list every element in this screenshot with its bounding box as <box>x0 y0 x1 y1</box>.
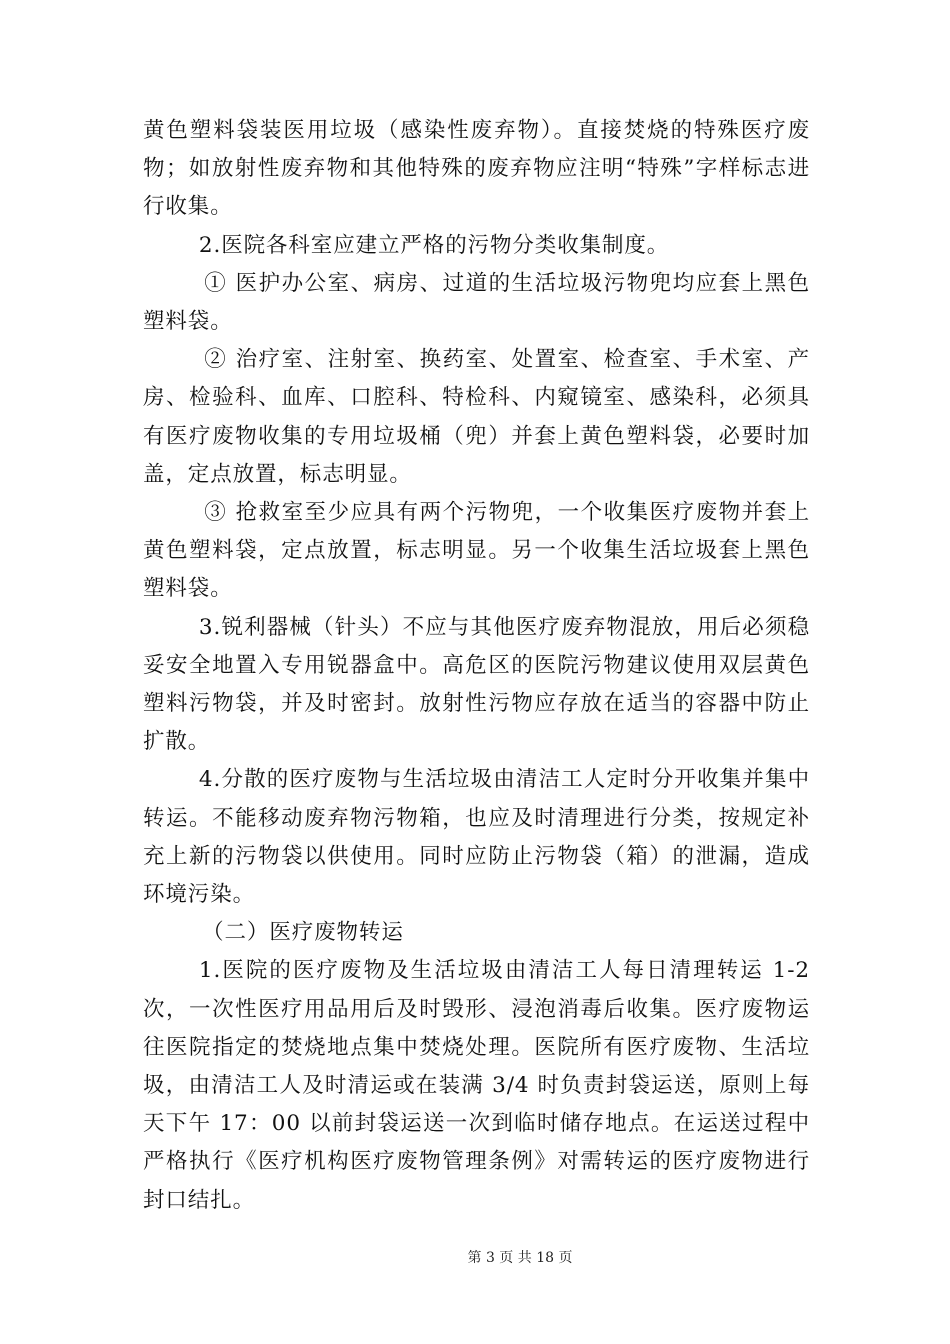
paragraph-subitem-3: ③ 抢救室至少应具有两个污物兜，一个收集医疗废物并套上黄色塑料袋，定点放置，标志明显。另一个收集生活垃圾套上黑色塑料袋。 <box>143 500 810 602</box>
paragraph-item-3: 3.锐利器械（针头）不应与其他医疗废弃物混放，用后必须稳妥安全地置入专用锐器盒中。高危区的医院污物建议使用双层黄色塑料污物袋，并及时密封。放射性污物应存放在适当的容器中防止扩散。 <box>143 614 810 755</box>
paragraph-subitem-1: ① 医护办公室、病房、过道的生活垃圾污物兜均应套上黑色塑料袋。 <box>143 270 810 335</box>
paragraph-item-2: 2.医院各科室应建立严格的污物分类收集制度。 <box>198 232 670 258</box>
document-body <box>143 112 818 1220</box>
paragraph-item-4: 4.分散的医疗废物与生活垃圾由清洁工人定时分开收集并集中转运。不能移动废弃物污物箱，也应及时清理进行分类，按规定补充上新的污物袋以供使用。同时应防止污物袋（箱）的泄漏，造成环境污染。 <box>143 767 810 908</box>
section-heading: （二）医疗废物转运 <box>202 920 404 946</box>
page-footer: 第 3 页 共 18 页 <box>467 1250 573 1266</box>
paragraph-continuation: 黄色塑料袋装医用垃圾（感染性废弃物）。直接焚烧的特殊医疗废物；如放射性废弃物和其他特殊的废弃物应注明“特殊”字样标志进行收集。 <box>143 118 810 220</box>
paragraph-transfer-1: 1.医院的医疗废物及生活垃圾由清洁工人每日清理转运 1-2 次，一次性医疗用品用后及时毁形、浸泡消毒后收集。医疗废物运往医院指定的焚烧地点集中焚烧处理。医院所有医疗废物、生活垃圾，由清洁工人及时清运或在装满 3/4 时负责封袋运送，原则上每天下午 17：00 以前封袋运送一次到临时储存地点。在运送过程中严格执行《医疗机构医疗废物管理条例》对需转运的医疗废物进行封口结扎。 <box>143 958 818 1213</box>
paragraph-subitem-2: ② 治疗室、注射室、换药室、处置室、检查室、手术室、产房、检验科、血库、口腔科、特检科、内窥镜室、感染科，必须具有医疗废物收集的专用垃圾桶（兜）并套上黄色塑料袋，必要时加盖，定点放置，标志明显。 <box>143 347 810 487</box>
